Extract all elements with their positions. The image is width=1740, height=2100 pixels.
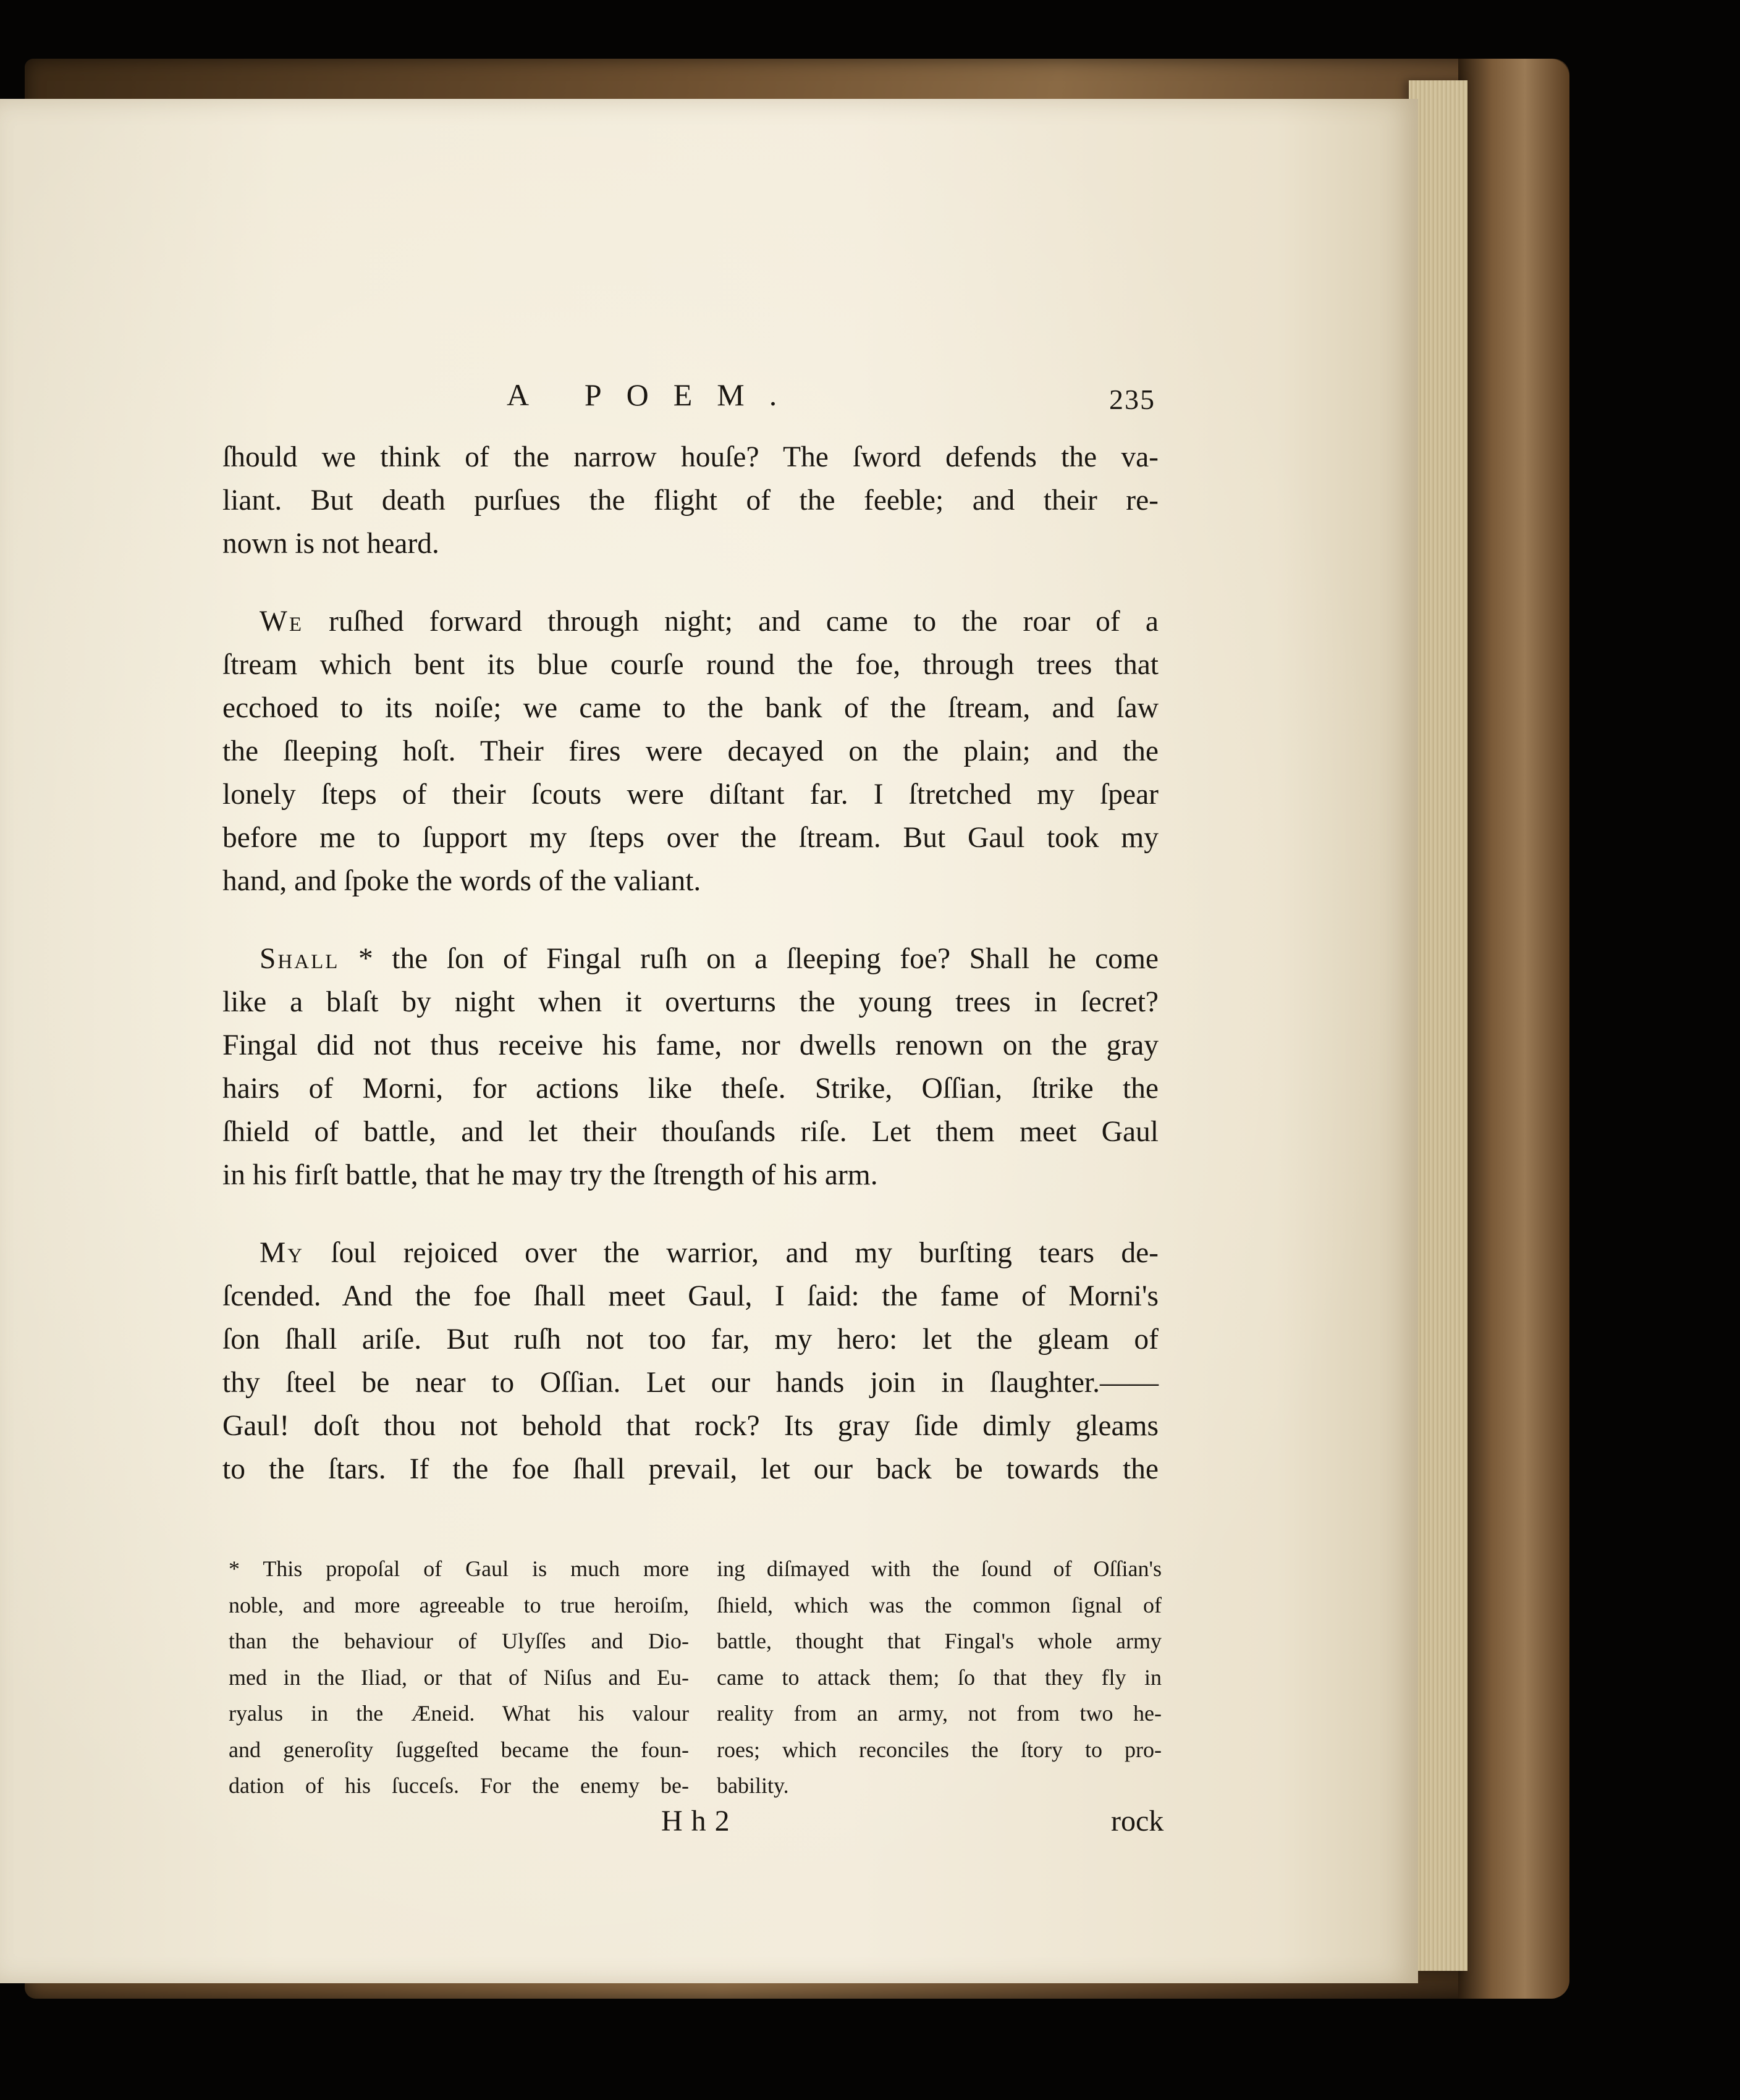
text-line: lonely ſteps of their ſcouts were diſtant far. I ſtretched my ſpear (222, 778, 1159, 811)
text-line: ſtream which bent its blue courſe round the foe, through trees that (222, 649, 1159, 681)
footnote-column-right (717, 1551, 1162, 1804)
text-line: hand, and ſpoke the words of the valiant. (222, 865, 701, 897)
signature-mark: Hh2 (661, 1805, 738, 1837)
footnote-line: reality from an army, not from two he- (717, 1701, 1162, 1726)
footnote-line: med in the Iliad, or that of Niſus and Eu- (229, 1664, 689, 1690)
paragraph (222, 436, 1159, 565)
text-line (222, 937, 1159, 980)
text-line: Gaul! doſt thou not behold that rock? Its gray ſide dimly gleams (222, 1410, 1159, 1442)
binding-board-edge (1458, 59, 1569, 1999)
footnote-line: ryalus in the Æneid. What his valour (229, 1701, 689, 1726)
text-line: Fingal did not thus receive his fame, nor dwells renown on the gray (222, 1029, 1159, 1061)
paragraph-lead-word: We (260, 605, 303, 638)
footnote-line: ing diſmayed with the ſound of Oſſian's (717, 1556, 1162, 1581)
text-line-rest: ſoul rejoiced over the warrior, and my burſting tears de- (304, 1237, 1159, 1269)
footnote-line: dation of his ſucceſs. For the enemy be- (229, 1773, 689, 1798)
footnote-line: and generoſity ſuggeſted became the foun- (229, 1737, 689, 1762)
footnote-line: * This propoſal of Gaul is much more (229, 1556, 689, 1581)
paragraph-lead-word: My (260, 1237, 305, 1269)
paragraph (222, 937, 1159, 1197)
body-text (222, 436, 1159, 1491)
footnote-line: battle, thought that Fingal's whole army (717, 1629, 1162, 1653)
text-line: ſon ſhall ariſe. But ruſh not too far, my hero: let the gleam of (222, 1323, 1159, 1356)
page-number: 235 (1109, 384, 1155, 415)
paragraph (222, 1231, 1159, 1491)
text-line: in his firſt battle, that he may try the ſtrength of his arm. (222, 1159, 878, 1191)
text-line: nown is not heard. (222, 528, 439, 560)
paragraph (222, 600, 1159, 903)
text-line: to the ſtars. If the foe ſhall prevail, let our back be towards the (222, 1453, 1159, 1485)
page-header (507, 377, 1155, 426)
text-line: ſcended. And the foe ſhall meet Gaul, I ſaid: the fame of Morni's (222, 1280, 1159, 1312)
text-line: the ſleeping hoſt. Their fires were decayed on the plain; and the (222, 735, 1159, 767)
text-line-rest: ruſhed forward through night; and came to the roar of a (303, 605, 1159, 638)
text-line: ecchoed to its noiſe; we came to the bank of the ſtream, and ſaw (222, 692, 1159, 724)
footnote-line: roes; which reconciles the ſtory to pro- (717, 1737, 1162, 1762)
text-line (222, 1231, 1159, 1275)
text-line: thy ſteel be near to Oſſian. Let our hands join in ſlaughter.—— (222, 1367, 1159, 1399)
running-title: A POEM. (507, 377, 802, 412)
text-line: ſhield of battle, and let their thouſands riſe. Let them meet Gaul (222, 1116, 1159, 1148)
text-line (222, 600, 1159, 643)
footnotes (229, 1551, 1162, 1810)
footnote-line: bability. (717, 1773, 789, 1798)
book-page (0, 99, 1418, 1983)
text-line: ſhould we think of the narrow houſe? The ſword defends the va- (222, 441, 1159, 473)
catchword: rock (1111, 1805, 1164, 1837)
footnote-line: than the behaviour of Ulyſſes and Dio- (229, 1629, 689, 1653)
footnote-line: noble, and more agreeable to true heroiſm, (229, 1592, 689, 1617)
paragraph-lead-word: Shall (260, 943, 340, 975)
text-line: hairs of Morni, for actions like theſe. Strike, Oſſian, ſtrike the (222, 1073, 1159, 1105)
text-line: before me to ſupport my ſteps over the ſtream. But Gaul took my (222, 822, 1159, 854)
footnote-line: came to attack them; ſo that they fly in (717, 1664, 1162, 1690)
footnote-column-left (229, 1551, 689, 1804)
text-line: liant. But death purſues the flight of the feeble; and their re- (222, 484, 1159, 517)
footnote-line: ſhield, which was the common ſignal of (717, 1592, 1162, 1617)
text-line: like a blaſt by night when it overturns the young trees in ſecret? (222, 986, 1159, 1018)
text-line-rest: * the ſon of Fingal ruſh on a ſleeping foe? Shall he come (339, 943, 1159, 975)
